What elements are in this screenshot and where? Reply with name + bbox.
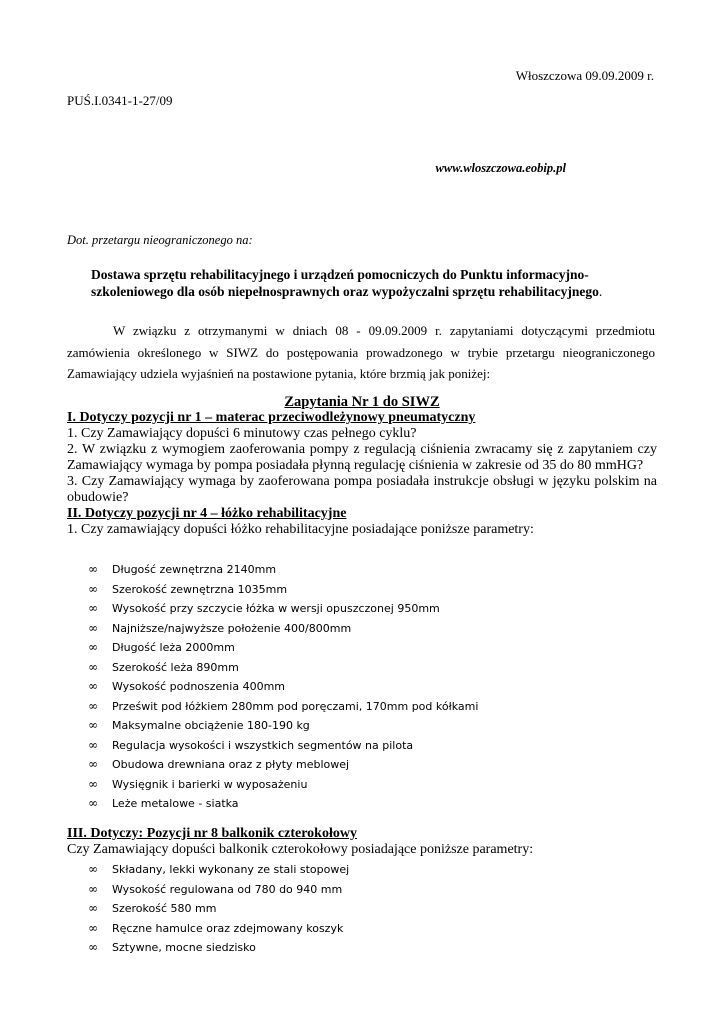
intro-paragraph [67, 320, 655, 385]
list-item [88, 755, 608, 775]
list-item [88, 880, 608, 900]
list-item-text: Wysokość przy szczycie łóżka w wersji opuszczonej 950mm [112, 602, 440, 615]
list-item [88, 697, 608, 717]
list-item [88, 899, 608, 919]
document-title: Zapytania Nr 1 do SIWZ [284, 394, 440, 410]
list-item [88, 619, 608, 639]
bullet-icon: ∞ [88, 920, 98, 935]
bullet-icon: ∞ [88, 776, 98, 791]
section-2-heading: II. Dotyczy pozycji nr 4 – łóżko rehabilitacyjne [67, 506, 347, 521]
bullet-icon: ∞ [88, 698, 98, 713]
bullet-icon: ∞ [88, 901, 98, 915]
list-item-text: Maksymalne obciążenie 180-190 kg [112, 719, 310, 732]
list-item-text: Szerokość 580 mm [112, 902, 217, 915]
list-item-text: Leże metalowe - siatka [112, 797, 239, 810]
list-item [88, 860, 608, 880]
bullet-icon: ∞ [88, 757, 98, 771]
section-2-parameter-list [88, 560, 608, 814]
list-item [88, 716, 608, 736]
bullet-icon: ∞ [88, 679, 98, 693]
section-3 [67, 826, 657, 858]
list-item-text: Wysokość podnoszenia 400mm [112, 680, 285, 693]
section-3-heading: III. Dotyczy: Pozycji nr 8 balkonik czterokołowy [67, 826, 357, 841]
tender-subject [91, 266, 651, 300]
list-item [88, 677, 608, 697]
website-link[interactable]: www.wloszczowa.eobip.pl [435, 161, 566, 175]
list-item [88, 919, 608, 939]
list-item [88, 638, 608, 658]
list-item-text: Prześwit pod łóżkiem 280mm pod poręczami, 170mm pod kółkami [112, 699, 479, 713]
list-item [88, 599, 608, 619]
bullet-icon: ∞ [88, 881, 98, 896]
section-1-question-3: 3. Czy Zamawiający wymaga by zaoferowana pompa posiadała instrukcje obsługi w języku polskim na obudowie? [67, 474, 657, 505]
section-1-question-1: 1. Czy Zamawiający dopuści 6 minutowy czas pełnego cyklu? [67, 426, 417, 441]
list-item [88, 775, 608, 795]
document-date: Włoszczowa 09.09.2009 r. [515, 68, 654, 83]
section-3-parameter-list [88, 860, 608, 958]
list-item-text: Szerokość leża 890mm [112, 660, 239, 674]
list-item-text: Ręczne hamulce oraz zdejmowany koszyk [112, 921, 344, 935]
list-item-text: Szerokość zewnętrzna 1035mm [112, 582, 288, 596]
bullet-icon: ∞ [88, 940, 98, 954]
list-item-text: Regulacja wysokości i wszystkich segmentów na pilota [112, 738, 414, 752]
list-item [88, 658, 608, 678]
list-item-text: Wysięgnik i barierki w wyposażeniu [112, 777, 308, 791]
bullet-icon: ∞ [88, 796, 98, 810]
bullet-icon: ∞ [88, 737, 98, 752]
bullet-icon: ∞ [88, 640, 98, 654]
list-item [88, 938, 608, 958]
list-item [88, 560, 608, 580]
list-item-text: Długość leża 2000mm [112, 641, 235, 654]
section-3-question: Czy Zamawiający dopuści balkonik czterokołowy posiadające poniższe parametry: [67, 842, 534, 857]
list-item-text: Sztywne, mocne siedzisko [112, 941, 256, 954]
bullet-icon: ∞ [88, 659, 98, 674]
list-item [88, 580, 608, 600]
list-item-text: Obudowa drewniana oraz z płyty meblowej [112, 758, 350, 771]
bullet-icon: ∞ [88, 862, 98, 876]
intro-text: W związku z otrzymanymi w dniach 08 - 09.09.2009 r. zapytaniami dotyczącymi przedmiotu zamówienia określonego w SIWZ do postępowania prowadzonego w trybie przetargu nieograniczonego Zamawiający udziela wyjaśnień na postawione pytania, które brzmią jak poniżej: [67, 323, 655, 381]
section-1 [67, 410, 657, 538]
bullet-icon: ∞ [88, 601, 98, 615]
tender-subject-tail: . [598, 284, 603, 299]
tender-subject-text: Dostawa sprzętu rehabilitacyjnego i urządzeń pomocniczych do Punktu informacyjno-szkoleniowego dla osób niepełnosprawnych oraz wypożyczalni sprzętu rehabilitacyjnego [91, 267, 599, 299]
bullet-icon: ∞ [88, 581, 98, 596]
list-item [88, 794, 608, 814]
list-item-text: Najniższe/najwyższe położenie 400/800mm [112, 621, 352, 635]
list-item-text: Składany, lekki wykonany ze stali stopowej [112, 863, 350, 876]
section-1-heading: I. Dotyczy pozycji nr 1 – materac przeciwodleżynowy pneumatyczny [67, 410, 476, 425]
section-1-question-2: 2. W związku z wymogiem zaoferowania pompy z regulacją ciśnienia zwracamy się z zapytaniem czy Zamawiający wymaga by pompa posiadała płynną regulację ciśnienia w zakresie od 35 do 80 mmHG? [67, 442, 657, 473]
regarding-line: Dot. przetargu nieograniczonego na: [67, 233, 253, 247]
bullet-icon: ∞ [88, 718, 98, 732]
list-item-text: Wysokość regulowana od 780 do 940 mm [112, 882, 343, 896]
section-2-question: 1. Czy zamawiający dopuści łóżko rehabilitacyjne posiadające poniższe parametry: [67, 522, 534, 537]
list-item-text: Długość zewnętrzna 2140mm [112, 563, 277, 576]
bullet-icon: ∞ [88, 620, 98, 635]
bullet-icon: ∞ [88, 562, 98, 576]
list-item [88, 736, 608, 756]
document-reference: PUŚ.I.0341-1-27/09 [67, 93, 173, 108]
